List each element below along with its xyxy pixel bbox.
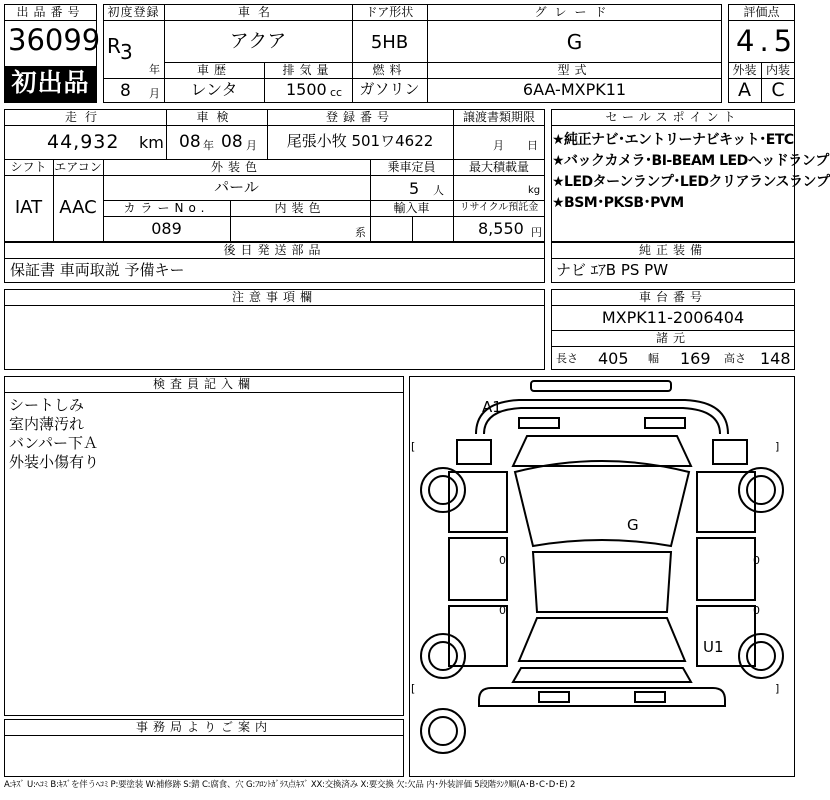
- back-door-panel: [513, 668, 691, 682]
- sales-points-label: セールスポイント: [605, 110, 741, 124]
- sales-points-list: [552, 130, 830, 214]
- bracket-left: [: [411, 682, 416, 695]
- damage-mark-g: G: [627, 516, 639, 534]
- windshield-panel: [515, 461, 689, 546]
- damage-mark-u1: U1: [703, 638, 724, 656]
- legend: A:ｷｽﾞ U:ﾍｺﾐ B:ｷｽﾞを伴うﾍｺﾐ P:要塗装 W:補修跡 S:錆 C:腐食、穴 G:ﾌﾛﾝﾄｶﾞﾗｽ点ｷｽﾞ XX:交換済み X:要交換 欠:欠品 内･外装評価 5段階ﾗﾝｸ順(A･B･C･D･E) 2: [4, 780, 576, 790]
- max-load-unit: kg: [528, 185, 541, 196]
- score: 4.5: [736, 24, 798, 58]
- mileage-label: 走行: [64, 110, 105, 124]
- inspector-line: バンパー下Ａ: [9, 434, 98, 452]
- tire-mark: 0: [753, 604, 760, 617]
- inspector-notes: [9, 396, 99, 472]
- roof-antenna-panel: [531, 381, 671, 391]
- inspection-year: 08: [179, 132, 201, 152]
- height: 148: [760, 349, 791, 368]
- inspection-month: 08: [221, 132, 243, 152]
- right-front-fender: [697, 472, 755, 532]
- year-unit: 年: [149, 63, 160, 76]
- displacement: 1500: [286, 80, 327, 99]
- standard-equipment-value: ナビ ｴｱB PS PW: [556, 261, 669, 279]
- left-front-door: [449, 538, 507, 600]
- mileage-unit: km: [139, 133, 164, 152]
- max-load-label: 最大積載量: [468, 160, 529, 174]
- inspection-label: 車検: [196, 110, 237, 124]
- exterior-score: A: [738, 79, 751, 101]
- recycle-unit: 円: [531, 226, 542, 239]
- tire-front-left: [421, 468, 465, 512]
- aircon-label: エアコン: [54, 160, 102, 174]
- tire-rear-left: [421, 634, 465, 678]
- chassis-number: MXPK11-2006404: [601, 308, 745, 327]
- tire-mark: 0: [499, 604, 506, 617]
- first-listing-text: 初出品: [11, 68, 90, 97]
- import-label: 輸入車: [393, 201, 430, 215]
- height-label: 高さ: [724, 352, 746, 365]
- sales-point-item: ★純正ナビ･エントリーナビキット･ETC: [552, 132, 794, 148]
- interior-score: C: [771, 79, 785, 101]
- left-mirror: [457, 440, 491, 464]
- color-no-label: カラーNo.: [123, 201, 210, 215]
- exterior-color: パール: [214, 178, 259, 196]
- month-value: 8: [120, 81, 131, 101]
- fuel-label: 燃料: [372, 63, 407, 77]
- score-label: 評価点: [743, 5, 780, 19]
- transfer-month-unit: 月: [493, 139, 504, 152]
- bracket-right: ]: [775, 682, 780, 695]
- capacity-unit: 人: [433, 184, 444, 197]
- rear-bumper-panel: [479, 688, 725, 706]
- interior-label: 内装: [765, 63, 790, 77]
- era: R: [107, 34, 121, 58]
- aircon: AAC: [59, 197, 97, 218]
- history: レンタ: [190, 80, 238, 99]
- left-front-fender: [449, 472, 507, 532]
- damage-mark-a1: A1: [482, 398, 502, 416]
- transfer-day-unit: 日: [527, 139, 538, 152]
- length-label: 長さ: [556, 352, 578, 365]
- plate-label: 登録番号: [325, 110, 394, 124]
- exterior-label: 外装: [732, 63, 757, 77]
- capacity: 5: [409, 179, 420, 198]
- tire-mark: 0: [753, 554, 760, 567]
- front-bumper-panel: [476, 400, 728, 434]
- tire-mark: 0: [499, 554, 506, 567]
- dims-label: 諸元: [655, 331, 690, 345]
- first-registration-label: 初度登録: [107, 5, 160, 19]
- history-label: 車歴: [196, 63, 231, 77]
- capacity-label: 乗車定員: [387, 160, 436, 174]
- inspector-line: 室内薄汚れ: [9, 415, 85, 433]
- shift-label: シフト: [10, 160, 47, 174]
- right-front-door: [697, 538, 755, 600]
- recycle-label: リサイクル預託金: [459, 202, 539, 213]
- bracket-right: ]: [775, 440, 780, 453]
- tire-front-right: [739, 468, 783, 512]
- spare-tire: [421, 709, 465, 753]
- width-label: 幅: [648, 352, 659, 365]
- recycle-amount: 8,550: [478, 219, 524, 238]
- tire-rear-right: [739, 634, 783, 678]
- interior-color-unit: 系: [355, 226, 366, 239]
- lot-number: 36099: [8, 23, 101, 57]
- rear-lamp-left: [539, 692, 569, 702]
- office-label: 事務局よりご案内: [135, 720, 272, 734]
- inspector-line: シートしみ: [9, 396, 85, 414]
- displacement-unit: cc: [330, 86, 343, 99]
- chassis-label: 車台番号: [638, 290, 707, 304]
- width: 169: [680, 349, 711, 368]
- month-unit: 月: [149, 87, 160, 100]
- sales-point-item: ★バックカメラ･BI-BEAM LEDヘッドランプ: [552, 153, 829, 169]
- transfer-docs-label: 譲渡書類期限: [462, 110, 535, 124]
- inspector-label: 検査員記入欄: [152, 377, 255, 391]
- door-label: ドア形状: [365, 5, 414, 19]
- sales-point-item: ★LEDターンランプ･LEDクリアランスランプ: [552, 174, 830, 190]
- length: 405: [598, 349, 629, 368]
- sales-point-item: ★BSM･PKSB･PVM: [552, 195, 684, 211]
- year-value: 3: [120, 40, 133, 64]
- grade-label: グレード: [534, 5, 615, 19]
- door: 5HB: [370, 32, 409, 53]
- lot-number-label: 出品番号: [16, 5, 85, 19]
- displacement-label: 排気量: [282, 63, 334, 77]
- car-diagram: [409, 376, 795, 777]
- later-parts-label: 後日発送部品: [223, 243, 326, 257]
- inspection-year-unit: 年: [203, 139, 214, 152]
- exterior-color-label: 外装色: [210, 160, 262, 174]
- later-parts-value: 保証書 車両取説 予備キー: [10, 261, 185, 279]
- bracket-left: [: [411, 440, 416, 453]
- plate-number: 尾張小牧 501ワ4622: [286, 132, 434, 150]
- inspection-month-unit: 月: [246, 139, 257, 152]
- headlights: [519, 418, 685, 428]
- standard-equipment-label: 純正装備: [638, 243, 707, 257]
- grade: G: [566, 30, 583, 54]
- color-no: 089: [151, 219, 182, 238]
- mileage: 44,932: [47, 131, 120, 153]
- rear-lamp-right: [635, 692, 665, 702]
- inspector-line: 外装小傷有り: [9, 453, 100, 471]
- shift: IAT: [14, 197, 43, 218]
- notes-label: 注意事項欄: [231, 290, 317, 304]
- roof-panel: [533, 552, 671, 612]
- rear-glass-panel: [519, 618, 685, 661]
- car-name-label: 車名: [237, 5, 278, 19]
- interior-color-label: 内装色: [274, 201, 326, 215]
- fuel: ガソリン: [359, 80, 420, 98]
- right-mirror: [713, 440, 747, 464]
- model-label: 型式: [557, 63, 592, 77]
- car-name: アクア: [229, 30, 287, 52]
- model: 6AA-MXPK11: [522, 80, 627, 99]
